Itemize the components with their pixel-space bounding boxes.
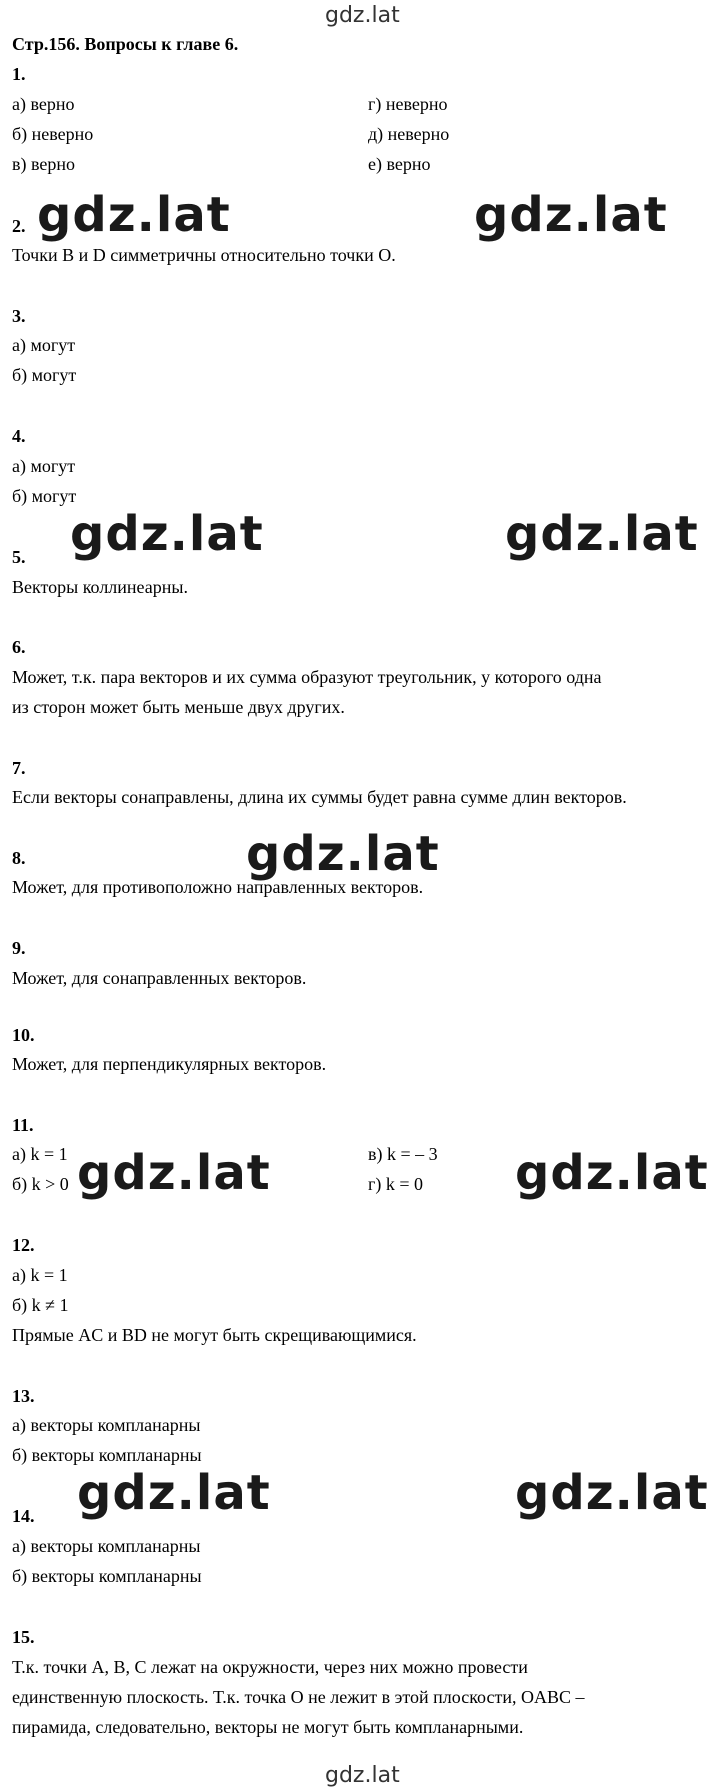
watermark: gdz.lat <box>70 506 264 562</box>
question-number: 4. <box>12 426 26 446</box>
answer-text: пирамида, следовательно, векторы не могут быть компланарными. <box>12 1717 524 1737</box>
answer-text: Если векторы сонаправлены, длина их суммы будет равна сумме длин векторов. <box>12 787 627 807</box>
answer-item: б) могут <box>12 365 77 385</box>
answer-item: б) векторы компланарны <box>12 1445 202 1465</box>
watermark: gdz.lat <box>77 1145 271 1201</box>
answer-text: Может, для сонаправленных векторов. <box>12 968 307 988</box>
question-number: 3. <box>12 306 26 326</box>
answer-item: б) k ≠ 1 <box>12 1295 69 1315</box>
answer-item: б) векторы компланарны <box>12 1566 202 1586</box>
answer-item: б) неверно <box>12 124 94 144</box>
answer-item: в) верно <box>12 154 76 174</box>
answer-item: г) неверно <box>368 94 448 114</box>
question-number: 12. <box>12 1235 35 1255</box>
question-number: 1. <box>12 64 26 84</box>
watermark: gdz.lat <box>37 187 231 243</box>
answer-item: г) k = 0 <box>368 1174 424 1194</box>
answer-item: а) k = 1 <box>12 1265 68 1285</box>
question-number: 14. <box>12 1506 35 1526</box>
answer-text: единственную плоскость. Т.к. точка O не лежит в этой плоскости, OABC – <box>12 1687 585 1707</box>
answer-item: а) верно <box>12 94 75 114</box>
answer-text: Может, для противоположно направленных векторов. <box>12 877 424 897</box>
answer-text: Т.к. точки A, B, C лежат на окружности, через них можно провести <box>12 1657 528 1677</box>
page-title: Стр.156. Вопросы к главе 6. <box>12 34 239 54</box>
question-number: 9. <box>12 938 26 958</box>
answer-item: а) векторы компланарны <box>12 1415 201 1435</box>
watermark: gdz.lat <box>246 826 440 882</box>
watermark: gdz.lat <box>474 187 668 243</box>
answer-item: д) неверно <box>368 124 450 144</box>
answer-text: Точки B и D симметричны относительно точки O. <box>12 245 396 265</box>
question-number: 8. <box>12 848 26 868</box>
answer-item: а) могут <box>12 456 76 476</box>
question-number: 6. <box>12 637 26 657</box>
watermark-bottom: gdz.lat <box>325 1763 400 1788</box>
question-number: 13. <box>12 1386 35 1406</box>
answer-text: Может, для перпендикулярных векторов. <box>12 1054 327 1074</box>
answer-item: б) могут <box>12 486 77 506</box>
answer-text: Векторы коллинеарны. <box>12 577 188 597</box>
answer-item: б) k > 0 <box>12 1174 69 1194</box>
watermark: gdz.lat <box>77 1465 271 1521</box>
question-number: 15. <box>12 1627 35 1647</box>
question-number: 2. <box>12 216 26 236</box>
question-number: 7. <box>12 758 26 778</box>
answer-item: е) верно <box>368 154 431 174</box>
answer-item: а) k = 1 <box>12 1144 68 1164</box>
question-number: 10. <box>12 1025 35 1045</box>
question-number: 5. <box>12 547 26 567</box>
answer-item: в) k = – 3 <box>368 1144 438 1164</box>
answer-text: из сторон может быть меньше двух других. <box>12 697 345 717</box>
answer-text: Может, т.к. пара векторов и их сумма образуют треугольник, у которого одна <box>12 667 602 687</box>
answer-item: а) векторы компланарны <box>12 1536 201 1556</box>
watermark-top: gdz.lat <box>325 3 400 28</box>
watermark: gdz.lat <box>505 506 699 562</box>
answer-text: Прямые AC и BD не могут быть скрещивающимися. <box>12 1325 417 1345</box>
watermark: gdz.lat <box>515 1145 709 1201</box>
watermark: gdz.lat <box>515 1465 709 1521</box>
question-number: 11. <box>12 1115 34 1135</box>
answer-item: а) могут <box>12 335 76 355</box>
